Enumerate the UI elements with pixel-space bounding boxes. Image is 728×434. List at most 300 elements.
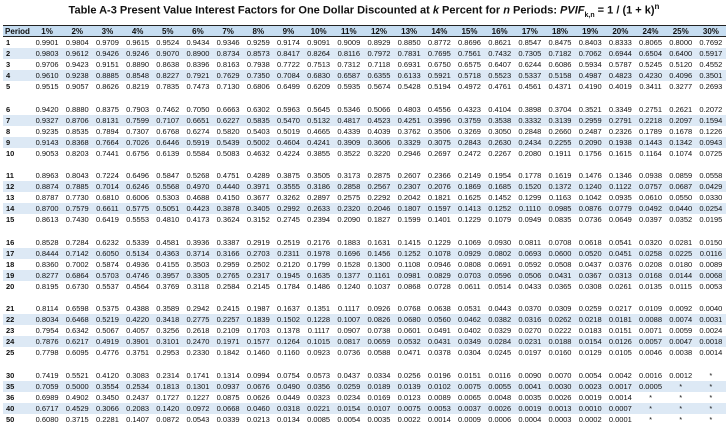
factor-cell: 0.1252 [394,248,424,259]
factor-cell: 0.8131 [92,115,122,126]
table-row [3,170,726,181]
factor-cell: 0.0693 [515,248,545,259]
factor-cell: 0.9057 [65,82,89,91]
factor-cell: 0.5066 [367,104,391,114]
factor-cell: 0.1625 [458,193,481,202]
factor-cell: 0.6944 [605,48,635,59]
factor-cell: 0.6496 [126,171,150,180]
factor-cell: 0.8734 [213,48,243,59]
factor-cell: 0.5134 [123,248,153,259]
period-cell: 9 [3,137,32,148]
factor-cell: 0.0019 [578,392,602,402]
factor-cell: 0.2076 [424,181,454,192]
factor-cell: 0.2875 [367,171,391,180]
factor-cell: 0.1240 [337,281,361,291]
factor-cell: 0.0738 [367,326,391,335]
factor-cell: 0.1821 [427,193,451,202]
factor-cell: 0.7430 [65,215,89,224]
factor-cell: 0.5470 [273,115,303,126]
factor-cell: 0.3220 [367,148,391,158]
factor-cell: 0.5051 [153,203,183,214]
factor-cell: 0.2607 [397,171,421,180]
factor-cell: 0.3118 [186,281,210,291]
factor-cell: 0.0261 [608,281,632,291]
factor-cell: 0.0520 [575,248,605,259]
factor-cell: 0.1314 [216,370,240,380]
factor-cell: 0.2633 [304,203,334,214]
factor-cell: 0.0107 [364,403,394,414]
factor-cell: 0.2314 [156,370,180,380]
factor-cell: 0.8116 [334,48,364,59]
factor-cell: 0.9901 [35,38,59,47]
factor-cell: 0.4823 [605,70,635,81]
factor-cell: 0.3554 [92,381,122,392]
table-row [3,214,726,225]
factor-cell: 0.1226 [699,126,723,136]
table-row [3,325,726,336]
factor-cell: 0.7026 [123,137,153,148]
factor-cell: 0.1678 [669,126,693,136]
factor-cell: 0.0352 [669,215,693,224]
factor-cell: 0.1520 [515,181,545,192]
factor-cell: 0.4150 [216,193,240,202]
factor-cell: 0.1110 [515,203,545,214]
factor-cell: 0.0054 [337,414,361,424]
factor-cell: 0.1784 [276,281,300,291]
factor-cell: 0.2703 [243,248,273,259]
factor-cell: 0.0691 [488,259,512,269]
factor-cell: 0.0308 [578,281,602,291]
factor-cell: 0.7059 [32,381,62,392]
period-cell: 10 [6,148,15,158]
factor-cell: 0.5132 [304,115,334,126]
factor-cell: 0.1407 [126,414,150,424]
factor-cell: 0.6244 [518,60,542,69]
factor-cell: 0.0437 [578,259,602,269]
factor-cell: 0.0491 [427,326,451,335]
factor-cell: 0.0018 [696,336,726,347]
factor-cell: 0.1615 [608,148,632,158]
factor-cell: 0.0075 [394,403,424,414]
factor-cell: 0.6217 [62,336,92,347]
factor-cell: * [709,414,713,424]
factor-cell: 0.0195 [699,215,723,224]
factor-cell: 0.1789 [639,126,662,136]
factor-cell: 0.9009 [337,38,361,47]
factor-cell: 0.1122 [605,181,635,192]
factor-cell: 0.4096 [666,70,696,81]
factor-cell: 0.2090 [575,137,605,148]
factor-cell: * [649,392,652,402]
table-row [3,48,726,59]
factor-cell: 0.6810 [95,193,119,202]
factor-cell: 0.6227 [213,115,243,126]
factor-cell: 0.3503 [186,259,210,269]
factor-cell: 0.2090 [337,215,361,224]
factor-cell: 0.3083 [126,370,150,380]
factor-cell: 0.0802 [485,248,515,259]
factor-cell: 0.6246 [123,181,153,192]
factor-cell: 0.0402 [458,326,481,335]
factor-cell: 0.0330 [699,193,723,202]
factor-cell: 0.2257 [213,314,243,325]
factor-cell: 0.4936 [126,259,150,269]
factor-cell: 0.4039 [367,126,391,136]
factor-cell: 0.0329 [488,326,512,335]
factor-cell: 0.6499 [276,82,300,91]
factor-cell: 0.1252 [485,203,515,214]
factor-cell: 0.9238 [62,70,92,81]
factor-cell: 0.1160 [277,348,300,357]
header-rate: 6% [183,26,213,37]
factor-cell: 0.0123 [397,392,421,402]
factor-cell: 0.1079 [488,215,512,224]
factor-cell: 0.0102 [424,381,454,392]
factor-cell: 0.0736 [578,215,602,224]
factor-cell: 0.0225 [666,248,696,259]
factor-cell: 0.6717 [32,403,62,414]
header-rate: 1% [32,26,62,37]
table-row [3,192,726,203]
factor-cell: 0.3418 [153,314,183,325]
factor-cell: 0.0151 [458,370,481,380]
factor-cell: 0.0144 [666,270,696,281]
table-row [3,237,726,248]
factor-cell: 0.2470 [183,336,213,347]
factor-cell: 0.0259 [334,381,364,392]
factor-cell: 0.0304 [458,348,481,357]
factor-cell: 0.9143 [32,137,62,148]
factor-cell: 0.3269 [458,126,481,136]
factor-cell: 0.3186 [304,181,334,192]
factor-cell: 0.5537 [95,281,119,291]
factor-cell: 0.8114 [35,304,59,313]
factor-cell: 0.0197 [518,348,542,357]
factor-cell: * [709,392,713,402]
factor-cell: 0.0154 [334,403,364,414]
factor-cell: 0.0090 [518,370,542,380]
factor-cell: 0.0012 [669,370,693,380]
factor-cell: 0.0281 [669,237,693,247]
factor-cell: 0.2281 [95,414,119,424]
factor-cell: 0.4423 [183,203,213,214]
present-value-table [3,25,726,425]
factor-cell: 0.5935 [337,82,361,91]
table-row [3,59,726,70]
factor-cell: 0.0005 [635,381,665,392]
table-row [3,81,726,92]
factor-cell: 0.7107 [153,115,183,126]
period-cell: 8 [6,126,11,136]
table-row [3,314,726,325]
factor-cell: 0.0065 [458,392,481,402]
header-rate: 5% [153,26,183,37]
factor-cell: 0.3505 [307,171,331,180]
factor-cell: 0.0068 [696,270,726,281]
factor-cell: 0.6598 [65,304,89,313]
factor-cell: 0.2292 [367,193,391,202]
factor-cell: 0.0601 [397,326,421,335]
factor-cell: 0.1240 [575,181,605,192]
factor-cell: 0.4371 [548,82,572,91]
factor-cell: 0.0035 [367,414,391,424]
factor-cell: 0.1372 [545,181,575,192]
factor-cell: 0.8900 [183,48,213,59]
factor-cell: 0.4556 [427,104,451,114]
header-period: Period [3,26,32,37]
factor-cell: 0.1883 [337,237,361,247]
factor-cell: 0.0180 [669,259,693,269]
factor-cell: 0.0588 [367,348,391,357]
factor-cell: 0.4220 [123,314,153,325]
factor-cell: 0.4561 [518,82,542,91]
header-rate: 7% [213,26,243,37]
factor-cell: 0.1007 [334,314,364,325]
factor-cell: 0.7312 [337,60,361,69]
factor-cell: 0.0054 [578,370,602,380]
factor-cell: 0.0638 [427,304,451,313]
factor-cell: 0.1938 [605,137,635,148]
factor-cell: 0.0320 [639,237,662,247]
table-row [3,37,726,49]
factor-cell: 0.5584 [186,148,210,158]
factor-cell: 0.8850 [397,38,421,47]
factor-cell: 0.9804 [65,38,89,47]
period-cell: 25 [6,348,15,357]
table-row [3,270,726,281]
factor-cell: 0.7305 [515,48,545,59]
factor-cell: 0.0019 [515,403,545,414]
factor-cell: 0.1599 [397,215,421,224]
factor-cell: 0.0017 [605,381,635,392]
factor-cell: 0.1300 [367,259,391,269]
factor-cell: 0.0213 [246,414,270,424]
factor-cell: 0.8219 [126,82,150,91]
factor-cell: 0.8277 [32,270,62,281]
factor-cell: 0.1619 [548,171,572,180]
factor-cell: 0.5523 [485,70,515,81]
factor-cell: 0.1401 [427,215,451,224]
factor-cell: 0.0680 [394,314,424,325]
table-row [3,370,726,381]
factor-cell: 0.2946 [397,148,421,158]
factor-cell: 0.0811 [518,237,542,247]
factor-cell: 0.7462 [156,104,180,114]
factor-cell: 0.0437 [337,370,361,380]
factor-cell: 0.2311 [273,248,303,259]
table-title: Table A-3 Present Value Interest Factors for One Dollar Discounted at k Percent for n Periods: $PVIF_{k,n} = 1 / (1 + k)^n$ [68,2,660,19]
factor-cell: 0.4972 [458,82,481,91]
factor-cell: 0.3332 [515,115,545,126]
factor-cell: 0.3173 [337,171,361,180]
factor-cell: 0.3405 [243,203,273,214]
factor-cell: 0.0779 [605,203,635,214]
factor-cell: 0.4902 [65,392,89,402]
factor-cell: 0.9803 [32,48,62,59]
factor-cell: 0.0042 [608,370,632,380]
period-cell: 23 [6,326,15,335]
factor-cell: 0.4776 [95,348,119,357]
period-cell: 50 [6,414,15,424]
factor-cell: 0.3277 [669,82,693,91]
factor-cell: 0.0284 [485,336,515,347]
factor-cell: 0.2042 [397,193,421,202]
factor-cell: 0.8264 [304,48,334,59]
factor-cell: 0.2942 [186,304,210,313]
factor-cell: 0.1413 [454,203,484,214]
factor-cell: 0.1486 [307,281,331,291]
factor-cell: 0.6400 [666,48,696,59]
factor-cell: 0.2843 [454,137,484,148]
factor-cell: * [696,381,726,392]
factor-cell: 0.9327 [32,115,62,126]
factor-cell: 0.0649 [608,215,632,224]
period-cell: 18 [6,259,15,269]
factor-cell: 0.7084 [273,70,303,81]
factor-cell: 0.3762 [397,126,421,136]
factor-cell: 0.3066 [92,403,122,414]
factor-cell: 0.7921 [183,70,213,81]
factor-cell: 0.7972 [364,48,394,59]
factor-cell: 0.0089 [699,259,723,269]
factor-cell: 0.0313 [605,270,635,281]
header-rate: 8% [243,26,273,37]
factor-cell: * [666,381,696,392]
factor-cell: 0.1741 [186,370,210,380]
factor-cell: 0.9434 [186,38,210,47]
factor-cell: 0.0023 [575,381,605,392]
factor-cell: 0.2693 [699,82,723,91]
factor-cell: 0.7142 [62,248,92,259]
factor-cell: 0.0030 [545,381,575,392]
factor-cell: 0.0154 [575,336,605,347]
factor-cell: 0.9259 [246,38,270,47]
factor-cell: 0.0508 [548,259,572,269]
factor-cell: 0.2519 [276,237,300,247]
table-row [3,203,726,214]
factor-cell: 0.0181 [605,314,635,325]
factor-cell: 0.0876 [575,203,605,214]
factor-cell: 0.0007 [605,403,635,414]
factor-cell: 0.0703 [454,270,484,281]
factor-cell: 0.7599 [123,115,153,126]
factor-cell: 0.2394 [307,215,331,224]
factor-cell: 0.3075 [424,137,454,148]
factor-cell: 0.5346 [337,104,361,114]
factor-cell: 0.6133 [394,70,424,81]
factor-cell: 0.2046 [364,203,394,214]
header-rate: 18% [545,26,575,37]
factor-cell: 0.7730 [65,193,89,202]
factor-cell: 0.2218 [635,115,665,126]
factor-cell: 0.4241 [304,137,334,148]
factor-cell: 0.0907 [337,326,361,335]
factor-cell: 0.0059 [669,326,693,335]
factor-cell: 0.0126 [605,336,635,347]
factor-cell: 0.7954 [35,326,59,335]
factor-cell: 0.4523 [364,115,394,126]
factor-cell: 0.9235 [35,126,59,136]
factor-cell: 0.0221 [304,403,334,414]
factor-cell: 0.0949 [518,215,542,224]
factor-cell: 0.5934 [578,60,602,69]
factor-cell: 0.2992 [273,203,303,214]
factor-cell: 0.8360 [35,259,59,269]
period-cell: 13 [6,193,15,202]
factor-cell: 0.7629 [213,70,243,81]
table-row [3,126,726,137]
factor-cell: 0.2097 [666,115,696,126]
factor-cell: 0.1597 [424,203,454,214]
factor-cell: 0.0817 [334,336,364,347]
factor-cell: 0.6209 [307,82,331,91]
factor-cell: 0.6302 [246,104,270,114]
factor-cell: 0.0040 [699,304,723,313]
factor-cell: 0.0254 [696,203,726,214]
factor-cell: 0.3624 [216,215,240,224]
factor-cell: 0.0038 [669,348,693,357]
factor-cell: 0.1799 [307,259,331,269]
factor-cell: 0.2745 [276,215,300,224]
factor-cell: 0.0014 [699,348,723,357]
factor-cell: 0.1778 [518,171,542,180]
factor-cell: 0.0262 [545,314,575,325]
factor-cell: 0.2959 [575,115,605,126]
factor-cell: 0.0550 [669,193,693,202]
factor-cell: 0.1631 [367,237,391,247]
factor-cell: 0.5019 [276,126,300,136]
factor-cell: 0.8043 [65,171,89,180]
factor-cell: 0.3751 [126,348,150,357]
factor-cell: 0.2959 [216,259,240,269]
header-rate: 19% [575,26,605,37]
factor-cell: 0.3101 [153,336,183,347]
factor-cell: 0.2434 [515,137,545,148]
factor-cell: 0.2751 [639,104,662,114]
table-row [3,148,726,159]
factor-cell: 0.0929 [454,248,484,259]
table-row [3,336,726,347]
factor-cell: 0.2487 [578,126,602,136]
header-rate: 30% [696,26,726,37]
factor-cell: 0.0270 [518,326,542,335]
period-cell: 15 [6,215,15,224]
factor-cell: 0.0946 [427,259,451,269]
factor-cell: 0.3606 [364,137,394,148]
factor-cell: 0.5158 [545,70,575,81]
factor-cell: 0.4564 [126,281,150,291]
factor-cell: 0.0046 [639,348,662,357]
factor-cell: 0.3506 [427,126,451,136]
factor-cell: 0.0708 [548,237,572,247]
factor-cell: 0.7831 [394,48,424,59]
factor-cell: 0.9070 [153,48,183,59]
factor-cell: 0.0208 [639,259,662,269]
factor-cell: 0.2502 [246,259,270,269]
header-rate: 2% [62,26,92,37]
factor-cell: 0.3166 [213,248,243,259]
factor-cell: 0.0757 [635,181,665,192]
factor-cell: 0.0188 [545,336,575,347]
factor-cell: 0.0002 [578,414,602,424]
factor-cell: 0.5000 [62,381,92,392]
factor-cell: 0.0004 [518,414,542,424]
factor-cell: 0.0926 [367,304,391,313]
factor-cell: 0.0134 [276,414,300,424]
factor-cell: 0.3855 [307,148,331,158]
factor-cell: 0.8000 [669,38,693,47]
spacer-cell [3,159,726,171]
